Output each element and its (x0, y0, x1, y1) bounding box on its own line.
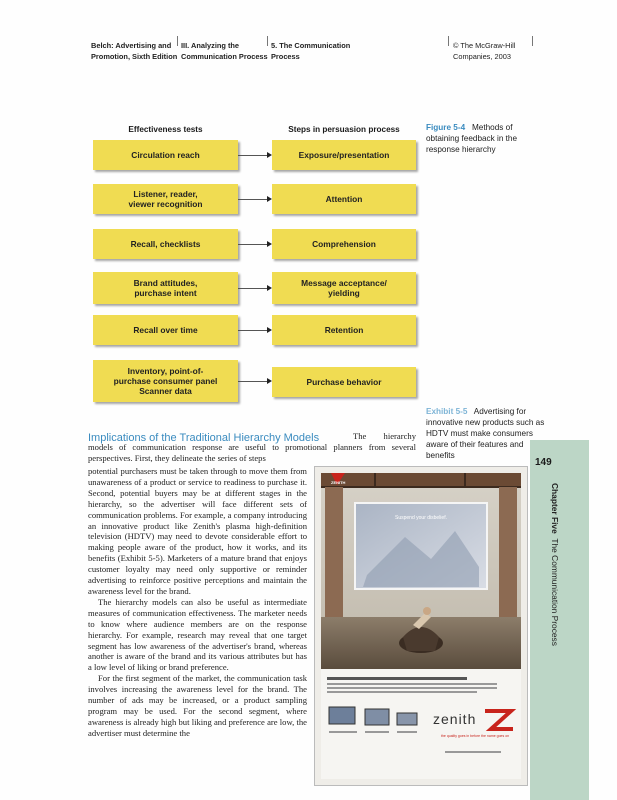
figure-right-heading: Steps in persuasion process (288, 125, 400, 134)
zenith-hdtv-advertisement (314, 466, 528, 786)
header-book-title: Belch: Advertising and Promotion, Sixth Edition (91, 41, 178, 61)
arrow-icon (238, 288, 268, 289)
effectiveness-test-box: Brand attitudes, purchase intent (93, 272, 238, 304)
header-divider (177, 36, 178, 46)
figure-caption: Figure 5-4 Methods of obtaining feedback in the response hierarchy (426, 123, 518, 154)
body-column-text: potential purchasers must be taken through to move them from unawareness of a product or service to readiness to purchase it. Second, potential buyers may be at different stages in the hierarchy, so the advertiser will face different sets of communication problems. For example, a company introducing an innovative product like Zenith's plasma high-definition television (HDTV) may need to devote considerable effort to making people aware of the product, how it works, and its benefits (Exhibit 5-5). Marketers of a mature brand that enjoys customer loyalty may need only supportive or reminder advertising to reinforce positive perceptions and maintain the awareness level for the brand. The hierarchy models can also be useful as intermediate measures of communication effectiveness. The marketer needs to know where audience members are on the response hierarchy. For example, research may reveal that one target segment has low awareness of the advertiser's brand, whereas another is aware of the brand and its various attributes but has a low level of liking or brand preference. For the first segment of the market, the communication task involves increasing the awareness level for the brand. The number of ads may be increased, or a product sampling program may be used. For the second segment, where awareness is already high but liking and preference are low, the advertiser must determine the (88, 466, 307, 738)
header-copyright: © The McGraw-Hill Companies, 2003 (453, 41, 516, 61)
persuasion-step-box: Purchase behavior (272, 367, 416, 397)
ad-badge: ZENITH (331, 480, 346, 485)
arrow-icon (238, 330, 268, 331)
persuasion-step-box: Attention (272, 184, 416, 214)
section-heading: Implications of the Traditional Hierarchy Models (88, 432, 320, 444)
page-number: 149 (535, 457, 552, 468)
persuasion-step-box: Message acceptance/ yielding (272, 272, 416, 304)
persuasion-step-box: Exposure/presentation (272, 140, 416, 170)
header-divider (532, 36, 533, 46)
header-divider (448, 36, 449, 46)
chapter-running-title: Chapter Five The Communication Process (550, 483, 560, 646)
header-part-title: III. Analyzing the Communication Process (181, 41, 268, 61)
figure-left-heading: Effectiveness tests (128, 125, 203, 134)
arrow-icon (238, 244, 268, 245)
body-paragraph: The hierarchy models of communication response are useful to promotional planners from several perspectives. First, they delineate the series of steps (88, 431, 416, 463)
header-divider (267, 36, 268, 46)
effectiveness-test-box: Recall, checklists (93, 229, 238, 259)
persuasion-step-box: Retention (272, 315, 416, 345)
arrow-icon (238, 199, 268, 200)
effectiveness-test-box: Listener, reader, viewer recognition (93, 184, 238, 214)
effectiveness-test-box: Recall over time (93, 315, 238, 345)
zenith-logo: zenith (433, 711, 477, 727)
header-chapter-title: 5. The Communication Process (271, 41, 351, 61)
persuasion-step-box: Comprehension (272, 229, 416, 259)
ad-headline: Suspend your disbelief. (395, 515, 447, 521)
ad-tagline: the quality goes in before the name goes on (441, 734, 510, 738)
arrow-icon (238, 381, 268, 382)
effectiveness-test-box: Circulation reach (93, 140, 238, 170)
ad-illustration (315, 467, 527, 785)
arrow-icon (238, 155, 268, 156)
effectiveness-test-box: Inventory, point-of- purchase consumer panel Scanner data (93, 360, 238, 402)
exhibit-caption: Exhibit 5-5 Advertising for innovative new products such as HDTV must make consumers aware of their features and benefits (426, 407, 545, 460)
